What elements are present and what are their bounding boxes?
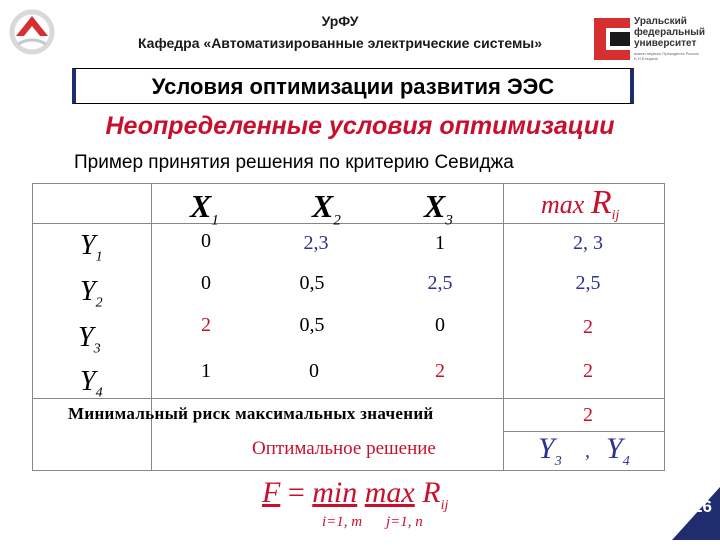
- example-caption: Пример принятия решения по критерию Севиджа: [74, 152, 514, 173]
- col-header-x3: $X_3$: [424, 188, 453, 229]
- page-number: 26: [693, 497, 712, 516]
- table-cell: 0,5: [299, 272, 325, 294]
- optimal-answer-y4: $Y_4$: [606, 432, 630, 469]
- row-header-y1: $Y_1$: [80, 230, 103, 265]
- col-header-max-r: $\max R_{ij}$: [541, 184, 620, 224]
- row-max-cell: 2, 3: [573, 232, 603, 254]
- table-cell: 2: [435, 360, 445, 382]
- row-header-y4: $Y_4$: [80, 366, 103, 401]
- urfu-brand-icon: [592, 16, 632, 62]
- row-header-y2: $Y_2$: [80, 276, 103, 311]
- row-max-cell: 2: [583, 360, 593, 382]
- table-cell: 2: [201, 314, 211, 336]
- urfu-emblem-icon: [6, 6, 58, 58]
- slide-subtitle: Неопределенные условия оптимизации: [105, 112, 615, 140]
- savage-formula: $F = \min \max R_{ij}$: [262, 476, 449, 513]
- min-risk-value: 2: [583, 404, 593, 426]
- table-cell: 0: [435, 314, 445, 336]
- min-risk-label: Минимальный риск максимальных значений: [68, 404, 434, 423]
- optimal-answer-y3: $Y_3$: [538, 432, 562, 469]
- table-cell: 0: [309, 360, 319, 382]
- table-cell: 2,3: [303, 232, 329, 254]
- table-cell: 2,5: [427, 272, 453, 294]
- optimal-answer-sep: ,: [585, 440, 590, 462]
- table-cell: 0: [201, 272, 211, 294]
- university-name: Уральский федеральный университет: [634, 16, 705, 49]
- department-name: Кафедра «Автоматизированные электрические системы»: [137, 35, 543, 51]
- slide-title: Условия оптимизации развития ЭЭС: [151, 74, 555, 99]
- col-header-x1: $X_1$: [190, 188, 219, 229]
- table-divider: [151, 183, 152, 471]
- table-divider: [503, 431, 665, 432]
- row-max-cell: 2,5: [575, 272, 601, 294]
- org-name: УрФУ: [321, 13, 359, 29]
- table-cell: 0,5: [299, 314, 325, 336]
- formula-max-range: j=1, n: [386, 514, 423, 530]
- table-cell: 0: [201, 230, 211, 252]
- col-header-x2: $X_2$: [312, 188, 341, 229]
- row-header-y3: $Y_3$: [78, 322, 101, 357]
- page-number-badge: [672, 487, 720, 540]
- row-max-cell: 2: [583, 316, 593, 338]
- table-divider: [503, 183, 504, 471]
- table-cell: 1: [435, 232, 445, 254]
- university-subtext: имени первого Президента России Б.Н.Ельцина: [634, 51, 699, 61]
- header-text: [100, 10, 580, 54]
- table-cell: 1: [201, 360, 211, 382]
- optimal-label: Оптимальное решение: [252, 438, 436, 459]
- formula-min-range: i=1, m: [322, 514, 363, 530]
- table-divider: [32, 398, 665, 399]
- university-logo: [592, 14, 718, 64]
